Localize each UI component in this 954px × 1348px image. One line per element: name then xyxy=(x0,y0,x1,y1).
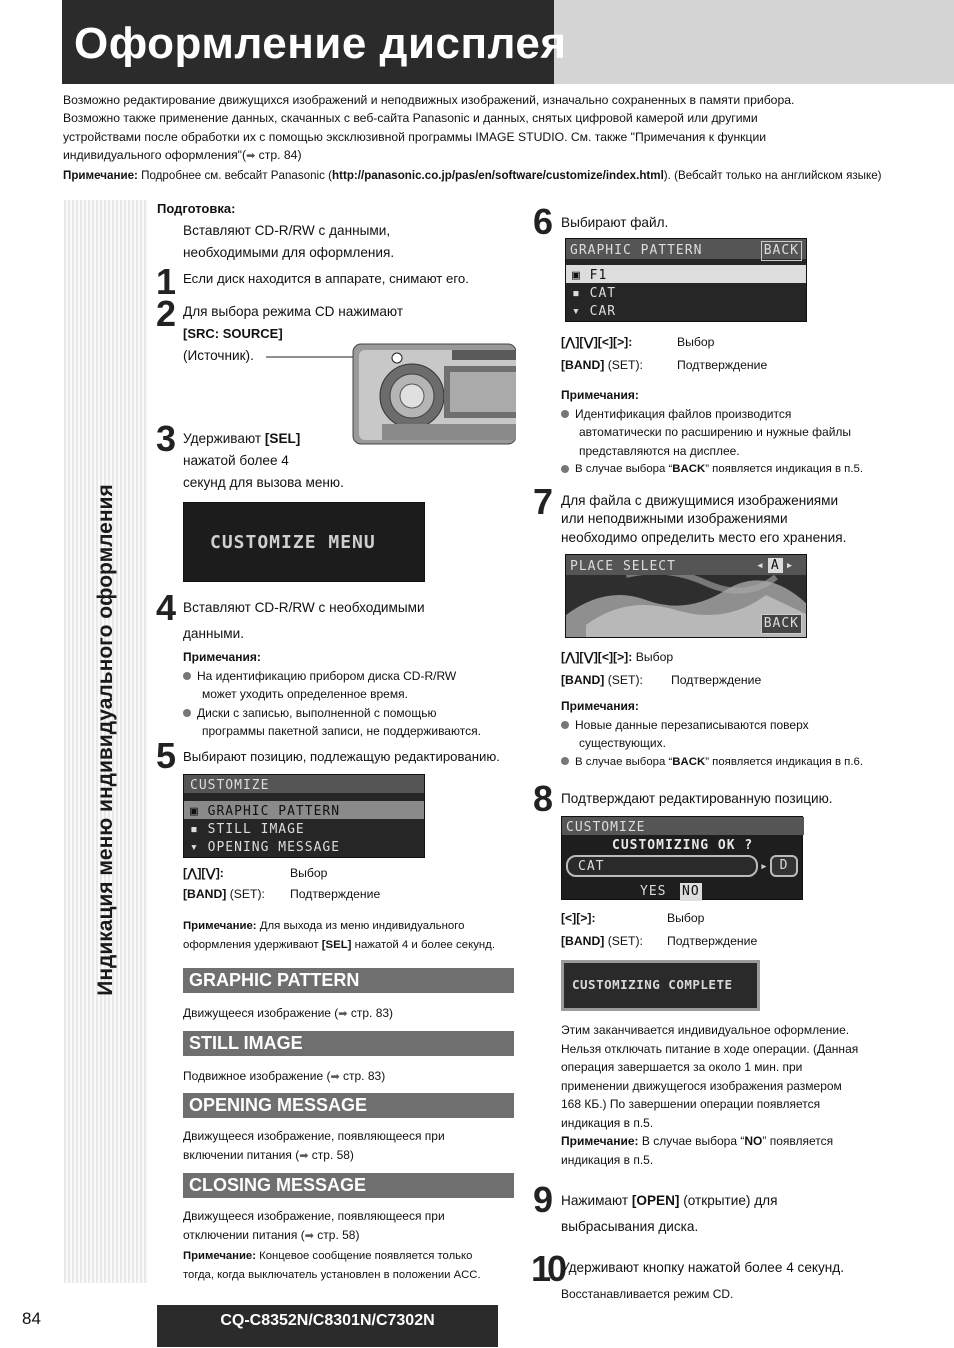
step-6-controls: [⋀][⋁][<][>]: Выбор [BAND] (SET): Подтверждение xyxy=(561,335,768,372)
src-key: [SRC: SOURCE] xyxy=(183,326,283,341)
step-10-text: Удерживают кнопку нажатой более 4 секунд. xyxy=(561,1260,844,1275)
section-desc: Движущееся изображение, появляющееся при отключении питания (➡ стр. 58) xyxy=(183,1207,523,1245)
chevron-right-icon: ▸ xyxy=(760,859,769,874)
section-desc: Подвижное изображение (➡ стр. 83) xyxy=(183,1067,385,1087)
step-number: 2 xyxy=(156,293,175,334)
step-8-text: Подтверждают редактированную позицию. xyxy=(561,791,833,806)
bullet-icon xyxy=(561,757,569,765)
step-10-sub: Восстанавливается режим CD. xyxy=(561,1287,734,1301)
chevron-right-icon: ▸ xyxy=(785,558,795,573)
step-number: 6 xyxy=(533,201,552,242)
section-desc: Движущееся изображение, появляющееся при включении питания (➡ стр. 58) xyxy=(183,1127,445,1165)
bullet-icon xyxy=(561,410,569,418)
file-name: CAT xyxy=(578,859,605,874)
down-arrow-icon: ▾ xyxy=(190,840,208,855)
step-number: 10 xyxy=(531,1248,564,1289)
customize-list-screen: CUSTOMIZE ▣ GRAPHIC PATTERN ▪ STILL IMAGE ▾ OPENING MESSAGE xyxy=(183,774,425,858)
list-item: Идентификация файлов производится xyxy=(561,405,901,424)
no-option[interactable]: NO xyxy=(682,884,700,899)
prep-label: Подготовка: xyxy=(157,201,236,216)
step-number: 4 xyxy=(156,587,175,628)
yes-option[interactable]: YES xyxy=(640,884,667,899)
menu-item[interactable]: ▾ OPENING MESSAGE xyxy=(190,840,341,855)
list-item: Диски с записью, выполненной с помощью xyxy=(183,704,523,723)
confirm-screen: CUSTOMIZE CUSTOMIZING OK ? CAT ▸ D YES NO xyxy=(561,816,803,900)
checkbox-icon: ▪ xyxy=(190,822,208,837)
intro-paragraph xyxy=(63,91,933,165)
arrow-right-icon: ➡ xyxy=(299,1149,309,1162)
arrow-right-icon: ➡ xyxy=(338,1008,348,1020)
menu-item[interactable]: ▪ STILL IMAGE xyxy=(190,822,305,837)
file-item[interactable]: ▾ CAR xyxy=(572,304,617,319)
bullet-icon xyxy=(561,465,569,473)
step-8-description: Этим заканчивается индивидуальное оформление. Нельзя отключать питание в ходе операции. (Данная операция завершается за около 1 мин. при применении движущегося изображения размером 168 КБ.) По завершении операции появляется индикация в п.5. Примечание: В случае выбора “NO” появляется индикация в п.5. xyxy=(561,1023,859,1167)
step-5-text: Выбирают позицию, подлежащую редактированию. xyxy=(183,749,500,764)
step-1-text: Если диск находится в аппарате, снимают его. xyxy=(183,271,469,286)
step-4-text: Вставляют CD-R/RW с необходимыми данными. xyxy=(183,600,425,641)
step-number: 1 xyxy=(156,261,175,302)
side-label: Индикация меню индивидуального оформления xyxy=(93,484,117,996)
section-opening-message: OPENING MESSAGE xyxy=(183,1093,514,1118)
step-number: 5 xyxy=(156,735,175,776)
step-7-text: Для файла с движущимися изображениями или неподвижными изображениями необходимо определить место его хранения. xyxy=(561,493,847,545)
step-number: 7 xyxy=(533,481,552,522)
chevron-left-icon: ◂ xyxy=(756,558,765,573)
file-item[interactable]: ▣ F1 xyxy=(572,268,608,283)
prep-text: Вставляют CD-R/RW с данными, необходимыми для оформления. xyxy=(183,223,395,260)
step-4-notes: Примечания: На идентификацию прибором диска CD-R/RW может уходить определенное время. Диски с записью, выполненной с помощью программы пакетной записи, не поддерживаются. xyxy=(183,648,523,741)
step-5-note: Примечание: Для выхода из меню индивидуального оформления удерживают [SEL] нажатой 4 и более секунд. xyxy=(183,920,495,951)
intro-line: индивидуального оформления"(➡ стр. 84) xyxy=(63,146,933,165)
file-item[interactable]: ▪ CAT xyxy=(572,286,617,301)
arrow-right-icon: ➡ xyxy=(304,1229,314,1242)
closing-note: Примечание: Концевое сообщение появляется только тогда, когда выключатель установлен в положении ACC. xyxy=(183,1250,481,1281)
step-number: 9 xyxy=(533,1179,552,1220)
back-button[interactable]: BACK xyxy=(761,614,802,634)
section-still-image: STILL IMAGE xyxy=(183,1031,514,1056)
graphic-pattern-screen: GRAPHIC PATTERN BACK ▣ F1 ▪ CAT ▾ CAR xyxy=(565,238,807,322)
section-desc: Движущееся изображение (➡ стр. 83) xyxy=(183,1004,393,1024)
step-2-tail: (Источник). xyxy=(183,348,254,363)
step-9-text: Нажимают [OPEN] (открытие) для выбрасывания диска. xyxy=(561,1193,778,1234)
place-select-screen: PLACE SELECT ◂ A ▸ BACK xyxy=(565,554,807,638)
step-7-controls: [⋀][⋁][<][>]: Выбор [BAND] (SET): Подтверждение xyxy=(561,650,762,687)
page-number: 84 xyxy=(22,1309,41,1328)
checkbox-icon: ▣ xyxy=(572,268,590,283)
list-item: Новые данные перезаписываются поверх xyxy=(561,716,901,735)
intro-line: Возможно также применение данных, скачанных с веб-сайта Panasonic и данных, снятых цифровой камерой или другими xyxy=(63,111,758,126)
step-8-controls: [<][>]: Выбор [BAND] (SET): Подтверждение xyxy=(561,911,758,948)
menu-item[interactable]: ▣ GRAPHIC PATTERN xyxy=(190,804,341,819)
step-2-text: Для выбора режима CD нажимают xyxy=(183,304,404,319)
list-item: В случае выбора “BACK” появляется индикация в п.6. xyxy=(561,753,901,772)
arrow-right-icon: ➡ xyxy=(330,1071,340,1083)
slot-selector[interactable]: ◂ A ▸ xyxy=(756,558,795,573)
intro-line: устройствами после обработки их с помощью эксклюзивной программы IMAGE STUDIO. См. также "Примечания к функции xyxy=(63,129,767,144)
step-5-controls: [⋀][⋁]: Выбор [BAND] (SET): Подтверждение xyxy=(183,866,381,901)
step-number: 3 xyxy=(156,418,175,459)
intro-line: Возможно редактирование движущихся изображений и неподвижных изображений, изначально сохраненных в памяти прибора. xyxy=(63,93,795,107)
list-item: На идентификацию прибором диска CD-R/RW xyxy=(183,667,523,686)
complete-screen: CUSTOMIZING COMPLETE xyxy=(561,960,760,1011)
list-item: В случае выбора “BACK” появляется индикация в п.5. xyxy=(561,460,901,479)
customize-menu-screen: CUSTOMIZE MENU xyxy=(183,502,425,582)
arrow-right-icon: ➡ xyxy=(246,149,256,162)
section-graphic-pattern: GRAPHIC PATTERN xyxy=(183,968,514,993)
checkbox-icon: ▣ xyxy=(190,804,208,819)
website-link[interactable]: http://panasonic.co.jp/pas/en/software/customize/index.html xyxy=(332,169,664,182)
back-button[interactable]: BACK xyxy=(761,241,802,261)
step-7-notes: Примечания: Новые данные перезаписываются поверх существующих. В случае выбора “BACK” появляется индикация в п.6. xyxy=(561,697,901,771)
step-3-text: Удерживают [SEL] нажатой более 4 секунд для вызова меню. xyxy=(183,431,344,490)
bullet-icon xyxy=(183,709,191,717)
step-6-text: Выбирают файл. xyxy=(561,215,669,230)
section-closing-message: CLOSING MESSAGE xyxy=(183,1173,514,1198)
step-number: 8 xyxy=(533,778,552,819)
bullet-icon xyxy=(561,721,569,729)
page-title: Оформление дисплея xyxy=(74,19,567,68)
bullet-icon xyxy=(183,672,191,680)
down-arrow-icon: ▾ xyxy=(572,304,590,319)
intro-note: Примечание: Подробнее см. вебсайт Panasonic (http://panasonic.co.jp/pas/en/software/customize/index.html). (Вебсайт только на английском языке) xyxy=(63,169,882,182)
step-6-notes: Примечания: Идентификация файлов производится автоматически по расширению и нужные файлы представляются на дисплее. В случае выбора “BACK” появляется индикация в п.5. xyxy=(561,386,901,479)
model-badge: CQ-C8352N/C8301N/C7302N xyxy=(157,1305,498,1347)
checkbox-icon: ▪ xyxy=(572,286,590,301)
